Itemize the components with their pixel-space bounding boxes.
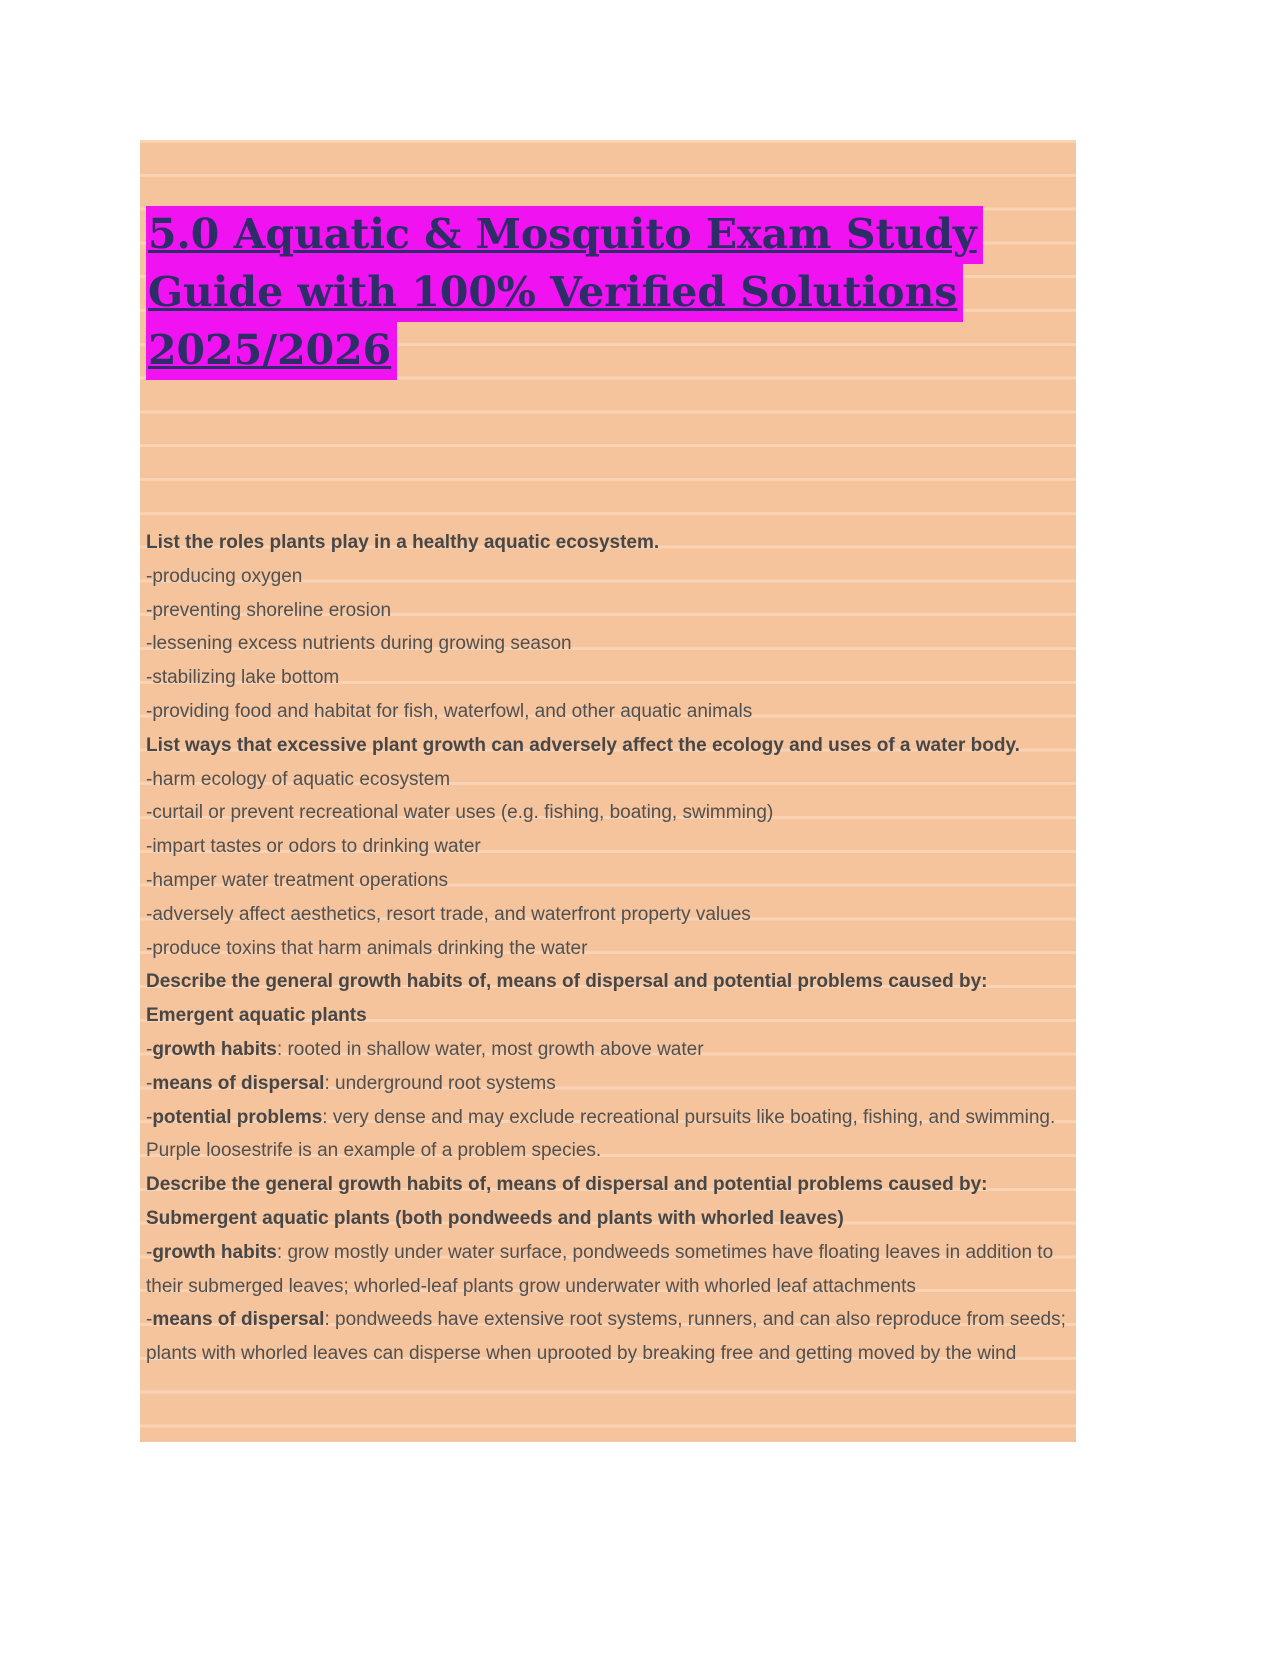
paragraph-text-run: -lessening excess nutrients during growing season [146, 633, 572, 655]
paragraph [146, 1168, 1068, 1202]
paragraph-text-run: -stabilizing lake bottom [146, 667, 340, 689]
paragraph-text-run: -produce toxins that harm animals drinking the water [146, 937, 588, 959]
paragraph-bold-run: Submergent aquatic plants (both pondweeds and plants with whorled leaves) [146, 1207, 844, 1229]
paragraph-bold-run: growth habits [152, 1038, 277, 1060]
paragraph-text-run: - [146, 1106, 153, 1128]
paragraph-text-run: - [146, 1038, 153, 1060]
paragraph-text-run: : grow mostly under water surface, pondweeds sometimes have floating leaves in addition to their submerged leaves; whorled-leaf plants grow underwater with whorled leaf attachments [146, 1241, 1054, 1297]
paragraph [146, 1101, 1068, 1169]
paragraph-text-run: - [146, 1309, 153, 1331]
document-page [140, 140, 1076, 1442]
paragraph [146, 526, 1068, 560]
paragraph-text-run: -curtail or prevent recreational water uses (e.g. fishing, boating, swimming) [146, 802, 774, 824]
paragraph [146, 1303, 1068, 1371]
paragraph-bold-run: potential problems [152, 1106, 323, 1128]
paragraph-text-run: -hamper water treatment operations [146, 869, 449, 891]
paragraph [146, 898, 1068, 932]
paragraph-bold-run: Emergent aquatic plants [146, 1005, 367, 1027]
paragraph-text-run: : very dense and may exclude recreational pursuits like boating, fishing, and swimming. Purple loosestrife is an example of a problem species. [146, 1106, 1056, 1162]
paragraph-text-run: - [146, 1241, 153, 1263]
title-highlighted-text: 2025/2026 [146, 322, 397, 380]
paragraph [146, 965, 1068, 999]
paragraph [146, 1067, 1068, 1101]
document-body [146, 526, 1068, 1371]
title-line [146, 322, 1068, 380]
paragraph-text-run: - [146, 1072, 153, 1094]
paragraph [146, 796, 1068, 830]
paragraph [146, 594, 1068, 628]
paragraph [146, 560, 1068, 594]
paragraph-text-run: -producing oxygen [146, 565, 303, 587]
paragraph [146, 695, 1068, 729]
paragraph-text-run: -impart tastes or odors to drinking water [146, 836, 481, 858]
title-line [146, 206, 1068, 264]
paragraph [146, 864, 1068, 898]
paragraph-bold-run: growth habits [152, 1241, 277, 1263]
title-highlighted-text: Guide with 100% Verified Solutions [146, 264, 963, 322]
paragraph-bold-run: Describe the general growth habits of, means of dispersal and potential problems caused by: [146, 971, 988, 993]
paragraph-bold-run: means of dispersal [152, 1309, 325, 1331]
paragraph-text-run: : rooted in shallow water, most growth above water [276, 1038, 704, 1060]
paragraph-bold-run: List the roles plants play in a healthy aquatic ecosystem. [146, 532, 660, 553]
paragraph-text-run: -preventing shoreline erosion [146, 599, 392, 621]
paragraph-text-run: -adversely affect aesthetics, resort trade, and waterfront property values [146, 903, 751, 925]
paragraph [146, 1033, 1068, 1067]
paragraph-text-run: : underground root systems [324, 1072, 556, 1094]
paragraph [146, 729, 1068, 763]
paragraph [146, 830, 1068, 864]
paragraph [146, 1236, 1068, 1304]
paragraph [146, 763, 1068, 797]
paragraph-text-run: -harm ecology of aquatic ecosystem [146, 768, 451, 790]
paragraph-bold-run: means of dispersal [152, 1072, 325, 1094]
paragraph-text-run: -providing food and habitat for fish, waterfowl, and other aquatic animals [146, 700, 753, 722]
paragraph [146, 661, 1068, 695]
paragraph-bold-run: Describe the general growth habits of, means of dispersal and potential problems caused by: [146, 1174, 988, 1196]
paragraph-bold-run: List ways that excessive plant growth can adversely affect the ecology and uses of a water body. [146, 734, 1020, 756]
paragraph-text-run: : pondweeds have extensive root systems, runners, and can also reproduce from seeds; plants with whorled leaves can disperse when uprooted by breaking free and getting moved by the wind [146, 1309, 1066, 1365]
paragraph [146, 932, 1068, 966]
document-title [146, 206, 1068, 380]
title-highlighted-text: 5.0 Aquatic & Mosquito Exam Study [146, 206, 983, 264]
paragraph [146, 1202, 1068, 1236]
paragraph [146, 627, 1068, 661]
title-line [146, 264, 1068, 322]
paragraph [146, 999, 1068, 1033]
